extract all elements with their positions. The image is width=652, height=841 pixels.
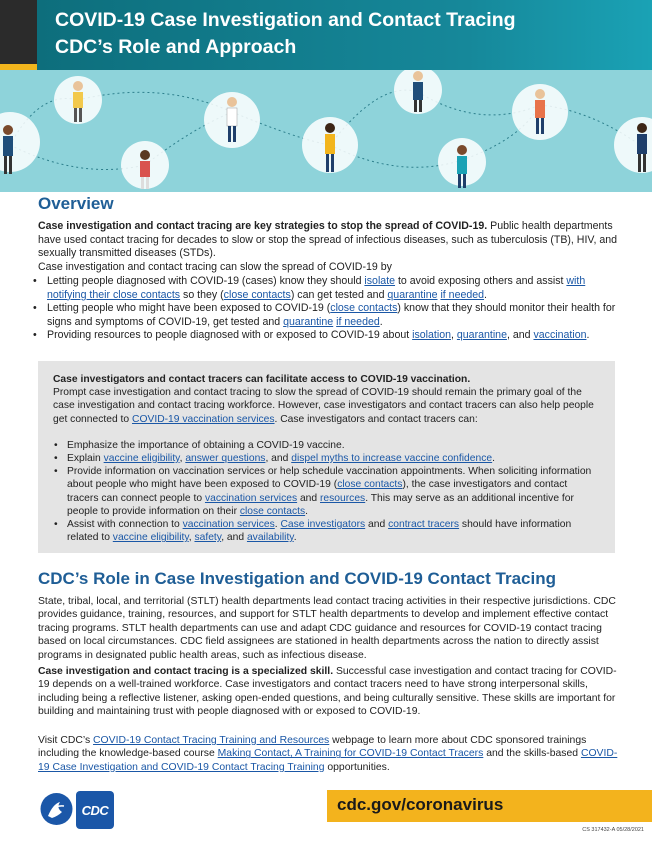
quarantine-link[interactable]: quarantine xyxy=(283,315,334,328)
list-item: • Explain vaccine eligibility, answer questions, and dispel myths to increase vaccine confidence. xyxy=(53,452,599,465)
callout-heading: Case investigators and contact tracers can facilitate access to COVID-19 vaccination. xyxy=(53,374,471,385)
list-item: • Letting people diagnosed with COVID-19 (cases) know they should isolate to avoid exposing others and assist with notifying their close contacts so they (close contacts) can get tested and quarantine if needed. xyxy=(32,275,620,302)
hhs-logo-icon xyxy=(40,790,73,828)
training-resources-link[interactable]: COVID-19 Contact Tracing Training and Resources xyxy=(93,735,330,746)
dispel-myths-link[interactable]: dispel myths to increase vaccine confidence xyxy=(291,453,493,465)
footer-url-band xyxy=(327,790,652,822)
callout-paragraph: Prompt case investigation and contact tracing to slow the spread of COVID-19 should remain the primary goal of the case investigation and contact tracing workforce. However, case investigators and contact tracers can also help people get connected to COVID-19 vaccination services. Case investigators and contact tracers can: xyxy=(53,387,594,425)
overview-paragraph-2: Case investigation and contact tracing can slow the spread of COVID-19 by xyxy=(38,261,392,273)
close-contacts-link[interactable]: close contacts xyxy=(330,302,398,315)
availability-link[interactable]: availability xyxy=(246,532,294,544)
isolation-link[interactable]: isolation xyxy=(412,329,451,342)
cdc-role-heading: CDC’s Role in Case Investigation and COVID-19 Contact Tracing xyxy=(38,569,556,588)
overview-heading: Overview xyxy=(38,194,114,213)
close-contacts-link[interactable]: close contacts xyxy=(337,479,403,491)
contract-tracers-link[interactable]: contract tracers xyxy=(388,519,460,531)
resources-link[interactable]: resources xyxy=(320,492,366,504)
title-line-2: CDC’s Role and Approach xyxy=(55,36,297,58)
case-investigators-link[interactable]: Case investigators xyxy=(280,519,366,531)
contact-network-illustration xyxy=(0,70,652,192)
cdc-role-paragraph-1: State, tribal, local, and territorial (STLT) health departments lead contact tracing activities in their respective jurisdictions. CDC provides guidance, training, resources, and support for STLT health departments to develop and implement effective contact tracing programs. STLT health departments can use and adapt CDC guidance and resources for COVID-19 contact tracing based on local circumstances. CDC field assignees are stationed in health departments across the nation to directly assist programs in designated public health areas, such as infectious disease. xyxy=(38,596,616,661)
vaccination-services-link[interactable]: vaccination services xyxy=(204,492,298,504)
answer-questions-link[interactable]: answer questions xyxy=(185,453,266,465)
vaccination-link[interactable]: vaccination xyxy=(533,329,587,342)
overview-paragraph-1 xyxy=(38,220,618,261)
specialized-skill-bold: Case investigation and contact tracing is a specialized skill. xyxy=(38,666,334,677)
if-needed-link[interactable]: if needed xyxy=(336,315,380,328)
close-contacts-link[interactable]: close contacts xyxy=(239,505,306,517)
header-band xyxy=(0,0,652,70)
list-item: • Assist with connection to vaccination services. Case investigators and contract tracers should have information related to vaccine eligibility, safety, and availability. xyxy=(53,518,599,544)
vaccine-eligibility-link[interactable]: vaccine eligibility xyxy=(103,453,180,465)
vaccination-callout-box xyxy=(38,361,615,553)
cdc-role-paragraph-2: Case investigation and contact tracing is a specialized skill. Successful case investigation and contact tracing for COVID-19 depends on a well-trained workforce. Case investigators and contact tracers need to have strong interpersonal skills, including being a reflective listener, asking open-ended questions, and being culturally sensitive. These skills are important for building and maintaining trust with people diagnosed with or exposed to COVID-19. xyxy=(38,666,617,718)
safety-link[interactable]: safety xyxy=(194,532,222,544)
notifying-close-contacts-link[interactable]: with notifying their close contacts xyxy=(47,275,586,301)
making-contact-training-link[interactable]: Making Contact, A Training for COVID-19 Contact Tracers xyxy=(217,748,484,760)
overview-p1-text: Public health departments have used contact tracing for decades to slow or stop the spread of infectious diseases, such as tuberculosis (TB), HIV, and sexually transmitted diseases (STDs). xyxy=(38,220,618,260)
quarantine-link[interactable]: quarantine xyxy=(387,288,438,301)
if-needed-link[interactable]: if needed xyxy=(440,288,485,301)
isolate-link[interactable]: isolate xyxy=(364,275,396,287)
quarantine-link[interactable]: quarantine xyxy=(456,329,507,342)
callout-bullet-list xyxy=(53,439,599,545)
cdc-logo: CDC xyxy=(76,791,114,829)
coronavirus-url-link[interactable]: cdc.gov/coronavirus xyxy=(337,795,504,814)
vaccination-services-link[interactable]: vaccination services xyxy=(182,519,275,531)
close-contacts-link[interactable]: close contacts xyxy=(223,288,291,301)
header-accent xyxy=(0,0,37,70)
publication-code: CS 317432-A 05/28/2021 xyxy=(582,827,644,833)
overview-p1-bold: Case investigation and contact tracing are key strategies to stop the spread of COVID-19. xyxy=(38,220,488,232)
list-item: • Providing resources to people diagnosed with or exposed to COVID-19 about isolation, quarantine, and vaccination. xyxy=(32,329,620,343)
overview-bullet-list xyxy=(32,275,620,343)
title-line-1: COVID-19 Case Investigation and Contact Tracing xyxy=(55,9,516,31)
case-investigation-training-link[interactable]: COVID-19 Case Investigation and COVID-19 Contact Tracing Training xyxy=(38,748,618,773)
vaccine-eligibility-link[interactable]: vaccine eligibility xyxy=(112,532,189,544)
list-item: • Provide information on vaccination services or help schedule vaccination appointments. When soliciting information about people who might have been exposed to COVID-19 (close contacts), the case investigators and contact tracers can connect people to vaccination services and resources. This may serve as an additional incentive for people to provide information on their close contacts. xyxy=(53,465,599,518)
header-title-block xyxy=(37,0,652,70)
list-item: • Letting people who might have been exposed to COVID-19 (close contacts) know that they should monitor their health for signs and symptoms of COVID-19, get tested and quarantine if needed. xyxy=(32,302,620,329)
cdc-role-paragraph-3: Visit CDC’s COVID-19 Contact Tracing Training and Resources webpage to learn more about CDC sponsored trainings including the knowledge-based course Making Contact, A Training for COVID-19 Contact Tracers and the skills-based COVID-19 Case Investigation and COVID-19 Contact Tracing Training opportunities. xyxy=(38,735,618,773)
vaccination-services-link[interactable]: COVID-19 vaccination services xyxy=(132,413,275,425)
list-item: • Emphasize the importance of obtaining a COVID-19 vaccine. xyxy=(53,439,599,452)
